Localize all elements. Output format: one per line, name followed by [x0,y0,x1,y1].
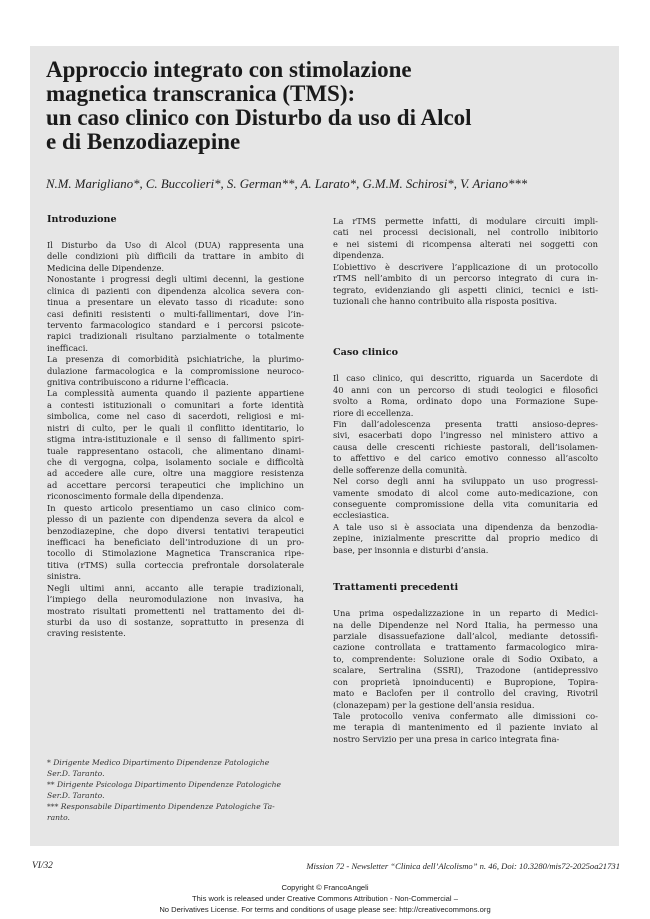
introduzione-body [47,240,304,640]
text-line: e nei sistemi di ricompensa alterati nei soggetti con [333,238,598,249]
text-line: * Dirigente Medico Dipartimento Dipendenze Patologiche [47,758,270,767]
text-line: rTMS nell’ambito di un percorso integrato di cura in- [333,273,598,284]
text-line: titiva (rTMS) sulla corteccia prefrontale dorsolaterale [47,559,304,570]
text-line: parziale disassuefazione dall’alcol, mediante detossifi- [333,630,598,641]
text-line: sivi, esacerbati dopo l’ingresso nel ministero attivo a [333,430,598,441]
text-line: gnitiva contribuiscono a ridurne l’efficacia. [47,377,229,388]
paragraph [333,216,598,262]
paragraph [47,757,312,779]
section-heading-caso-clinico: Caso clinico [333,347,398,359]
text-line: Una prima ospedalizzazione in un reparto di Medici- [333,608,598,619]
text-line: Negli ultimi anni, accanto alle terapie tradizionali, [47,582,304,593]
text-line: simbolica, come nel caso di sacerdoti, religiosi e mi- [47,411,304,422]
text-line: cazione controllata e trattamento farmacologico mira- [333,642,598,653]
paragraph [47,779,312,801]
license-line: This work is released under Creative Commons Attribution - Non-Commercial – [192,894,458,903]
text-line: L’obiettivo è descrivere l’applicazione di un protocollo [333,261,598,272]
text-line: Il Disturbo da Uso di Alcol (DUA) rappresenta una [47,240,304,250]
text-line: ecclesiastica. [333,510,390,521]
text-line: conseguente compromissione della vita comunitaria ed [333,499,598,510]
text-line: (clonazepam) per la gestione dell’ansia residua. [333,699,535,710]
text-line: che di vergogna, colpa, isolamento sociale e difficoltà [47,457,304,468]
article-title [46,58,606,154]
text-line: scalare, Sertralina (SSRI), Trazodone (antidepressivo [333,665,598,676]
section-heading-trattamenti-precedenti: Trattamenti precedenti [333,582,459,594]
title-line: magnetica transcranica (TMS): [46,81,356,106]
text-line: La complessità aumenta quando il paziente appartiene [47,388,304,399]
text-line: Ser.D. Taranto. [47,791,105,801]
text-line: casi definiti resistenti o multi-fallimentari, dove l’in- [47,308,304,319]
text-line: ** Dirigente Psicologa Dipartimento Dipendenze Patologiche [47,780,282,790]
text-line: Il caso clinico, qui descritto, riguarda un Sacerdote di [333,373,598,384]
paragraph [47,583,304,640]
text-line: nostro Servizio per una presa in carico integrata fina- [333,733,560,744]
text-line: tinua a presentare un elevato tasso di ricadute: sono [47,297,304,308]
license-line: Copyright © FrancoAngeli [281,883,369,892]
text-line: clinica di pazienti con dipendenza alcolica severa con- [47,285,304,296]
page-footer [32,861,620,875]
title-line: Approccio integrato con stimolazione [46,57,412,82]
text-line: benzodiazepine, che dopo diversi tentativi terapeutici [47,525,304,536]
paragraph [333,419,598,476]
text-line: plesso di un paziente con dipendenza severa da alcol e [47,514,304,525]
paragraph [47,274,304,354]
text-line: zepine, inizialmente prescritte dal proprio medico di [333,533,598,544]
introduzione-continued-body [333,216,598,307]
text-line: mostrato risultati promettenti nel trattamento dei di- [47,605,304,616]
text-line: sinistra. [47,571,82,582]
page-number: VI/32 [32,861,53,871]
text-line: dulazione farmacologica e la compromissione neuroco- [47,365,304,376]
text-line: inefficaci ha beneficiato dell’introduzione di un pro- [47,536,304,547]
text-line: to, comprendente: Soluzione orale di Sodio Oxibato, a [333,653,598,664]
text-line: Nel corso degli anni ha sviluppato un uso progressi- [333,476,598,487]
text-line: vamente smodato di alcol come auto-medicazione, con [333,487,598,498]
text-line: In questo articolo presentiamo un caso clinico com- [47,502,304,513]
text-line: cati nei processi decisionali, nel controllo inibitorio [333,227,598,238]
right-column [333,216,598,745]
caso-clinico-body [333,373,598,556]
text-line: ad accettare percorsi terapeutici che implichino un [47,479,304,490]
text-line: to affettivo e del carico emotivo connesso all’ascolto [333,453,598,464]
text-line: delle condizioni più difficili da trattare in ambito di [47,251,304,262]
text-line: nistri di culto, per le quali il conflitto identitario, lo [47,422,304,433]
text-line: l’impiego della neuromodulazione non invasiva, ha [47,594,304,605]
text-line: inefficaci. [47,342,88,353]
text-line: tegrato, evidenziando gli aspetti clinici, tecnici e isti- [333,284,598,295]
text-line: 40 anni con un percorso di studi teologici e filosofici [333,384,598,395]
paragraph [47,240,304,274]
text-line: con proprietà ipnoinducenti) e Bupropione, Topira- [333,676,598,687]
text-line: tocollo di Stimolazione Magnetica Transcranica ripe- [47,548,304,559]
paragraph [333,608,598,711]
text-line: riconoscimento formale della dipendenza. [47,491,224,502]
text-line: riore di eccellenza. [333,407,414,418]
text-line: na delle Dipendenze nel Nord Italia, ha permesso una [333,619,598,630]
paragraph [47,388,304,502]
paragraph [333,476,598,522]
paragraph [333,373,598,419]
text-line: mato e Baclofen per il controllo del craving, Rivotril [333,688,598,699]
text-line: delle sofferenze della comunità. [333,464,468,475]
text-line: La presenza di comorbidità psichiatriche, la plurimo- [47,354,304,365]
license-line: No Derivatives License. For terms and conditions of usage please see: http://creativecommons.org [159,905,491,914]
text-line: tuale rappresentano ostacoli, che alimentano dinami- [47,445,304,456]
text-line: A tale uso si è associata una dipendenza da benzodia- [333,521,598,532]
text-line: ad accedere alle cure, oltre una maggiore resistenza [47,468,304,479]
text-line: me terapia di mantenimento ed il paziente inviato al [333,722,598,733]
paragraph [47,801,312,823]
paragraph [333,262,598,308]
text-line: causa delle crescenti richieste pastorali, dell’isolamen- [333,441,598,452]
text-line: Ser.D. Taranto. [47,769,105,779]
text-line: La rTMS permette infatti, di modulare circuiti impli- [333,216,598,226]
text-line: Fin dall’adolescenza presenta tratti ansioso-depres- [333,419,598,430]
title-line: un caso clinico con Disturbo da uso di Alcol [46,105,472,130]
left-column [47,214,304,640]
text-line: Medicina delle Dipendenze. [47,262,165,273]
text-line: svolto a Roma, ordinato dopo una Formazione Supe- [333,396,598,407]
text-line: Nonostante i progressi degli ultimi decenni, la gestione [47,274,304,285]
text-line: sturbi da uso di sostanze, soprattutto in presenza di [47,616,304,627]
section-heading-introduzione: Introduzione [47,214,117,225]
article-authors: N.M. Marigliano*, C. Buccolieri*, S. German**, A. Larato*, G.M.M. Schirosi*, V. Ariano*** [46,177,528,191]
paragraph [333,711,598,745]
text-line: *** Responsabile Dipartimento Dipendenze Patologiche Ta- [47,802,275,812]
text-line: tuzionali che hanno contribuito alla risposta positiva. [333,295,557,306]
paragraph [333,522,598,556]
text-line: stigma intra-istituzionale e il senso di fallimento spiri- [47,434,304,445]
text-line: a contesti istituzionali o comunitari a forte identità [47,399,304,410]
text-line: tervento farmacologico standard e i percorsi psicote- [47,319,304,330]
paragraph [47,503,304,583]
paragraph [47,354,304,388]
title-line: e di Benzodiazepine [46,129,241,154]
text-line: ranto. [47,813,70,823]
text-line: base, per insonnia e disturbi d’ansia. [333,544,489,555]
trattamenti-precedenti-body [333,608,598,745]
text-line: Tale protocollo veniva confermato alle dimissioni co- [333,710,598,721]
text-line: rapici tradizionali risultano parzialmente o totalmente [47,331,304,342]
author-footnotes [47,757,312,824]
license-notice [0,882,650,915]
text-line: dipendenza. [333,250,385,261]
journal-reference: Mission 72 - Newsletter “Clinica dell’Alcolismo” n. 46, Doi: 10.3280/mis72-2025oa21731 [306,861,620,871]
text-line: craving resistente. [47,628,126,639]
